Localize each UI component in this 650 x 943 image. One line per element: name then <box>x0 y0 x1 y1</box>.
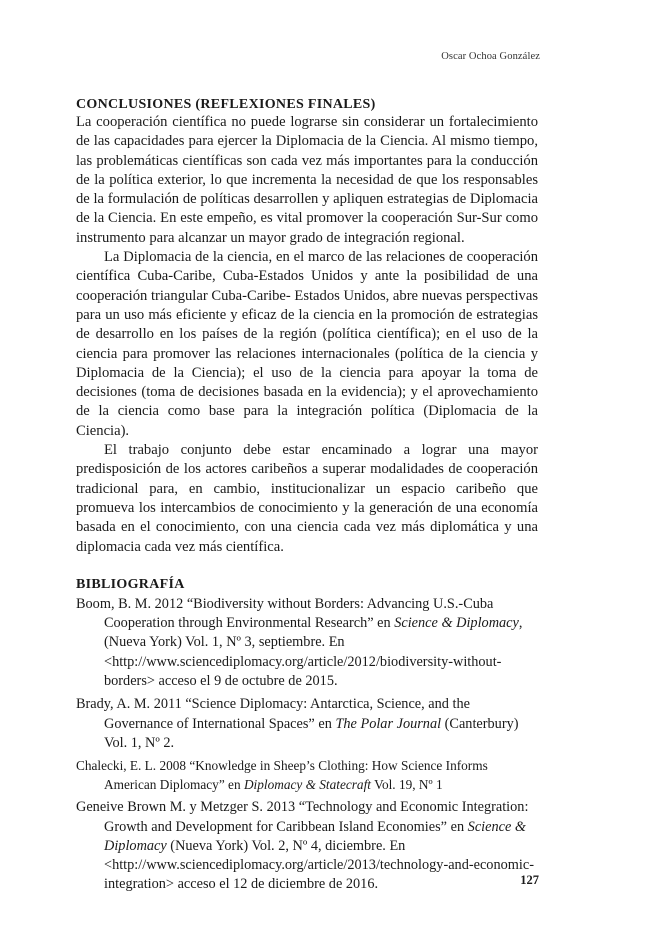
bib-entry-journal: The Polar Journal <box>335 715 442 732</box>
bib-entry-details: Vol. 19, Nº 1 <box>370 776 443 792</box>
page-content <box>76 96 538 899</box>
page-number: 127 <box>520 873 539 887</box>
bib-entry-text: Chalecki, E. L. 2008 “Knowledge in Sheep’s Clothing: How Science Informs American Diplomacy” en <box>76 758 488 792</box>
bibliography-list <box>76 595 538 895</box>
bib-entry-journal: Diplomacy & Statecraft <box>243 776 371 792</box>
bibliography-entry <box>76 757 538 794</box>
conclusions-heading: CONCLUSIONES (REFLEXIONES FINALES) <box>76 97 376 112</box>
bib-entry-details: (Nueva York) Vol. 2, Nº 4, diciembre. En <http://www.sciencediplomacy.org/article/2013/technology-and-economic-integration> acceso el 12 de diciembre de 2016. <box>104 837 534 893</box>
bib-entry-journal: Science & Diplomacy <box>394 615 519 632</box>
conclusions-paragraph-3: El trabajo conjunto debe estar encaminado a lograr una mayor predisposición de los actores caribeños a superar modalidades de cooperación tradicional para, en cambio, institucionalizar un espacio caribeño que promueva los intercambios de conocimiento y la generación de una economía basada en el conocimiento, con una ciencia cada vez más diplomática y una diplomacia cada vez más científica. <box>76 442 538 555</box>
bib-entry-details: (Canterbury) Vol. 1, Nº 2. <box>104 715 519 751</box>
bib-entry-text: Boom, B. M. 2012 “Biodiversity without Borders: Advancing U.S.-Cuba Cooperation through Environmental Research” en <box>76 595 494 632</box>
bib-entry-text: Brady, A. M. 2011 “Science Diplomacy: Antarctica, Science, and the Governance of International Spaces” en <box>76 696 470 732</box>
bibliography-entry <box>76 798 538 894</box>
bibliography-entry <box>76 695 538 753</box>
conclusions-paragraph-2: La Diplomacia de la ciencia, en el marco de las relaciones de cooperación científica Cuba-Caribe, Cuba-Estados Unidos y ante la posibilidad de una cooperación triangular Cuba-Caribe- Estados Unidos, abre nuevas perspectivas para un uso más eficiente y eficaz de la ciencia en la promoción de estrategias de desarrollo en los países de la región (política científica); en el uso de la ciencia para promover las relaciones internacionales (política de la ciencia y Diplomacia de la Ciencia); el uso de la ciencia para apoyar la toma de decisiones (toma de decisiones basada en la evidencia); y el aprovechamiento de la ciencia como base para la integración política (Diplomacia de la Ciencia). <box>76 249 538 439</box>
bibliography-heading: BIBLIOGRAFÍA <box>76 576 185 592</box>
conclusions-paragraph-1: La cooperación científica no puede lograrse sin considerar un fortalecimiento de las capacidades para ejercer la Diplomacia de la Ciencia. Al mismo tiempo, las problemáticas científicas son cada vez más importantes para la conducción de la política exterior, lo que incrementa la necesidad de que los responsables de la formulación de políticas desarrollen y apliquen estrategias de Diplomacia de la Ciencia. En este empeño, es vital promover la cooperación Sur-Sur como instrumento para alcanzar un mayor grado de integración regional. <box>76 114 538 246</box>
running-head-author: Oscar Ochoa González <box>441 51 540 62</box>
bib-entry-text: Geneive Brown M. y Metzger S. 2013 “Technology and Economic Integration: Growth and Development for Caribbean Island Economies” en <box>76 799 529 835</box>
bib-entry-details: , (Nueva York) Vol. 1, Nº 3, septiembre. En <http://www.sciencediplomacy.org/article/2012/biodiversity-without-borders> acceso el 9 de octubre de 2015. <box>104 615 523 690</box>
bibliography-entry <box>76 595 538 691</box>
bib-entry-journal: Science & Diplomacy <box>104 818 527 854</box>
